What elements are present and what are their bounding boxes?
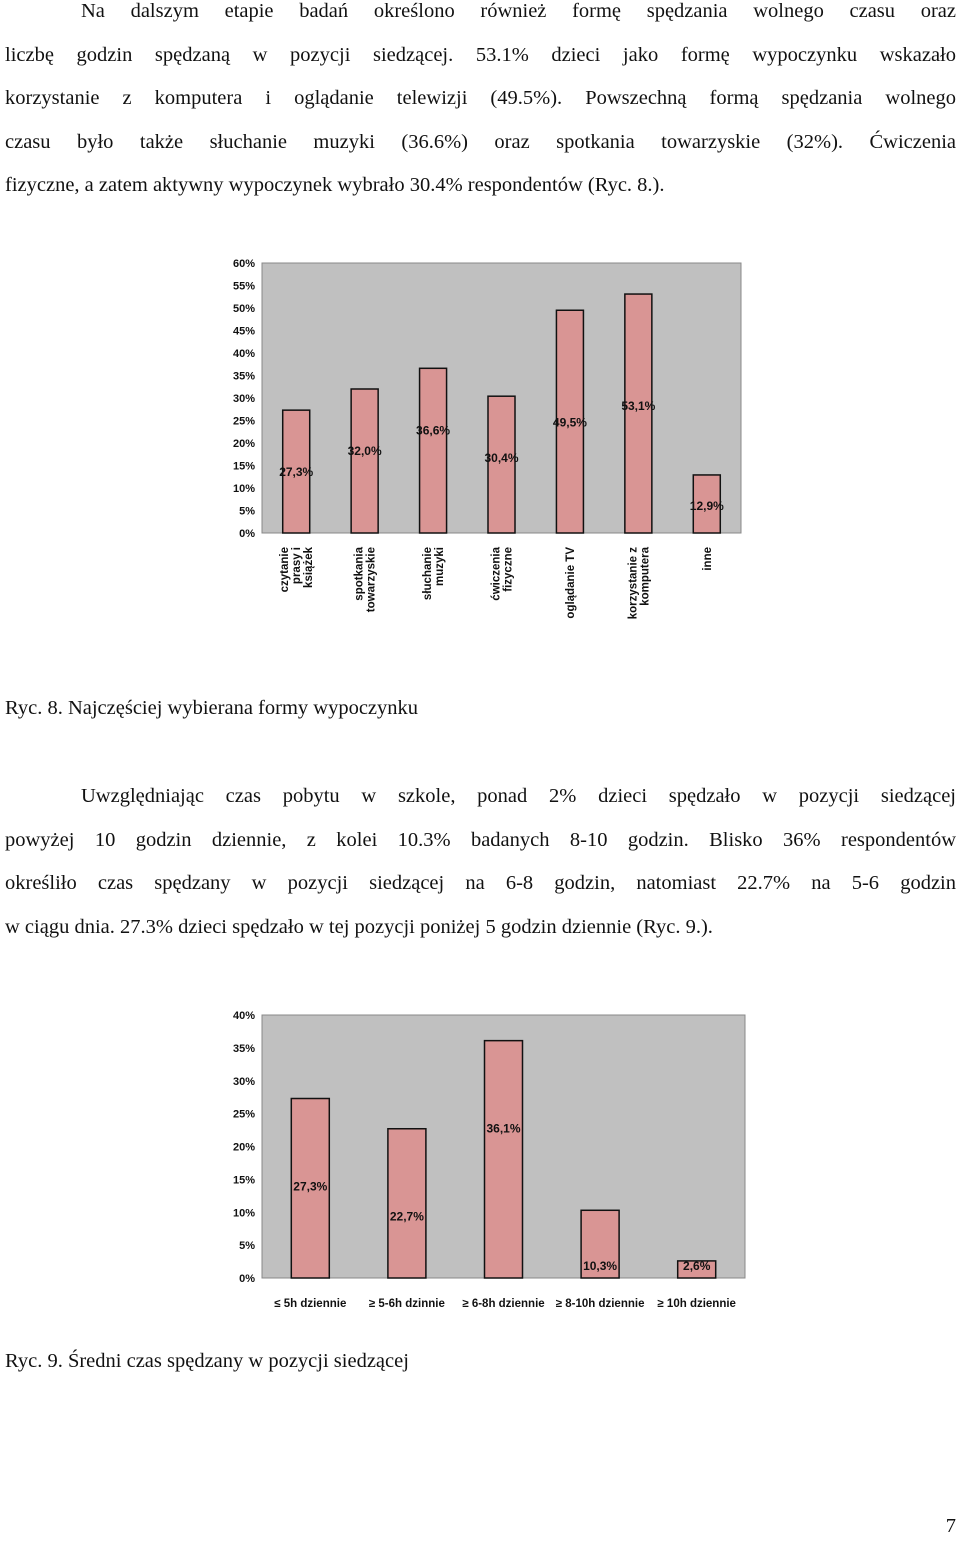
figure-caption-9: Ryc. 9. Średni czas spędzany w pozycji siedzącej xyxy=(5,1350,409,1372)
x-category-label xyxy=(565,547,577,619)
paragraph-1 xyxy=(5,0,956,208)
data-label: 30,4% xyxy=(484,451,519,466)
y-tick-label: 20% xyxy=(232,438,255,450)
paragraph-2-line: w ciągu dnia. 27.3% dzieci spędzało w tej pozycji poniżej 5 godzin dziennie (Ryc. 9.). xyxy=(5,915,713,938)
x-category-label-line: słuchanie xyxy=(422,547,435,601)
bar xyxy=(625,294,652,533)
x-category-label: ≥ 6-8h dziennie xyxy=(462,1298,545,1310)
x-category-label xyxy=(627,546,651,619)
x-category-label: ≤ 5h dziennie xyxy=(274,1298,347,1310)
y-tick-label: 5% xyxy=(239,1240,255,1253)
x-category-label: ≥ 10h dziennie xyxy=(657,1298,736,1310)
x-category-label: ≥ 5-6h dzinnie xyxy=(368,1298,445,1310)
data-label: 53,1% xyxy=(621,399,656,414)
paragraph-2 xyxy=(5,775,956,949)
y-tick-label: 25% xyxy=(232,415,255,428)
page-number: 7 xyxy=(945,1515,956,1537)
bar xyxy=(351,389,378,533)
paragraph-1-line: liczbę godzin spędzaną w pozycji siedzącej. 53.1% dzieci jako formę wypoczynku wskazało xyxy=(5,43,956,66)
y-tick-label: 15% xyxy=(232,1174,255,1187)
x-category-label-line: spotkania xyxy=(353,547,366,601)
y-tick-label: 40% xyxy=(232,348,255,360)
x-category-label-line: prasy i xyxy=(291,547,304,585)
y-tick-label: 40% xyxy=(232,1010,255,1022)
x-category-label xyxy=(354,546,378,612)
data-label: 2,6% xyxy=(683,1259,711,1273)
y-tick-label: 30% xyxy=(232,393,255,405)
data-label: 22,7% xyxy=(389,1209,424,1224)
x-category-label xyxy=(279,546,315,592)
chart-leisure-forms xyxy=(220,250,760,650)
x-category-label-line: inne xyxy=(701,547,714,571)
paragraph-2-line: określiło czas spędzany w pozycji siedzącej na 6-8 godzin, natomiast 22.7% na 5-6 godzin xyxy=(5,872,956,894)
data-label: 32,0% xyxy=(347,444,382,458)
y-tick-label: 0% xyxy=(239,528,255,540)
y-tick-label: 30% xyxy=(232,1075,255,1088)
y-tick-label: 55% xyxy=(232,280,255,293)
data-label: 27,3% xyxy=(279,465,314,480)
x-category-label-line: oglądanie TV xyxy=(564,547,577,619)
paragraph-1-line: Na dalszym etapie badań określono również formę spędzania wolnego czasu oraz xyxy=(81,0,956,22)
paragraph-2-line: powyżej 10 godzin dziennie, z kolei 10.3% badanych 8-10 godzin. Blisko 36% respondentów xyxy=(5,828,956,851)
y-tick-label: 35% xyxy=(232,370,255,383)
bar xyxy=(485,1041,523,1278)
x-category-label-line: czytanie xyxy=(279,547,292,593)
y-tick-label: 20% xyxy=(232,1141,255,1154)
y-tick-label: 45% xyxy=(232,325,255,338)
data-label: 12,9% xyxy=(689,498,724,513)
x-category-label-line: ćwiczenia xyxy=(490,547,503,601)
x-category-label-line: komputera xyxy=(639,547,652,606)
x-category-label xyxy=(702,547,714,571)
data-label: 27,3% xyxy=(293,1179,328,1194)
y-tick-label: 35% xyxy=(232,1042,255,1055)
bar xyxy=(420,368,447,533)
y-tick-label: 5% xyxy=(239,505,255,518)
y-tick-label: 0% xyxy=(239,1273,255,1285)
y-tick-label: 10% xyxy=(232,1207,255,1220)
data-label: 49,5% xyxy=(552,415,587,430)
figure-caption-8: Ryc. 8. Najczęściej wybierana formy wypoczynku xyxy=(5,697,419,719)
data-label: 36,6% xyxy=(416,423,451,438)
paragraph-1-line: korzystanie z komputera i oglądanie telewizji (49.5%). Powszechną formą spędzania wolnego xyxy=(5,87,956,109)
y-tick-label: 50% xyxy=(232,303,255,315)
x-category-label xyxy=(422,547,446,600)
paragraph-1-line: czasu było także słuchanie muzyki (36.6%) oraz spotkania towarzyskie (32%). Ćwiczenia xyxy=(5,130,956,153)
x-category-label: ≥ 8-10h dziennie xyxy=(555,1298,645,1310)
x-category-label-line: fizyczne xyxy=(502,547,515,592)
x-category-label-line: korzystanie z xyxy=(627,547,640,620)
paragraph-1-line: fizyczne, a zatem aktywny wypoczynek wybrało 30.4% respondentów (Ryc. 8.). xyxy=(5,174,665,196)
y-tick-label: 25% xyxy=(232,1108,255,1121)
x-category-label-line: książek xyxy=(303,547,316,588)
chart-sitting-time xyxy=(220,1000,760,1320)
x-category-label-line: towarzyskie xyxy=(365,547,378,613)
bar xyxy=(388,1129,426,1278)
x-category-label xyxy=(491,546,515,600)
paragraph-2-line: Uwzględniając czas pobytu w szkole, ponad 2% dzieci spędzało w pozycji siedzącej xyxy=(81,785,956,807)
data-label: 10,3% xyxy=(583,1259,618,1273)
y-tick-label: 60% xyxy=(232,258,255,270)
y-tick-label: 10% xyxy=(232,483,255,495)
y-tick-label: 15% xyxy=(232,460,255,473)
x-category-label-line: muzyki xyxy=(434,547,447,586)
data-label: 36,1% xyxy=(486,1121,521,1136)
